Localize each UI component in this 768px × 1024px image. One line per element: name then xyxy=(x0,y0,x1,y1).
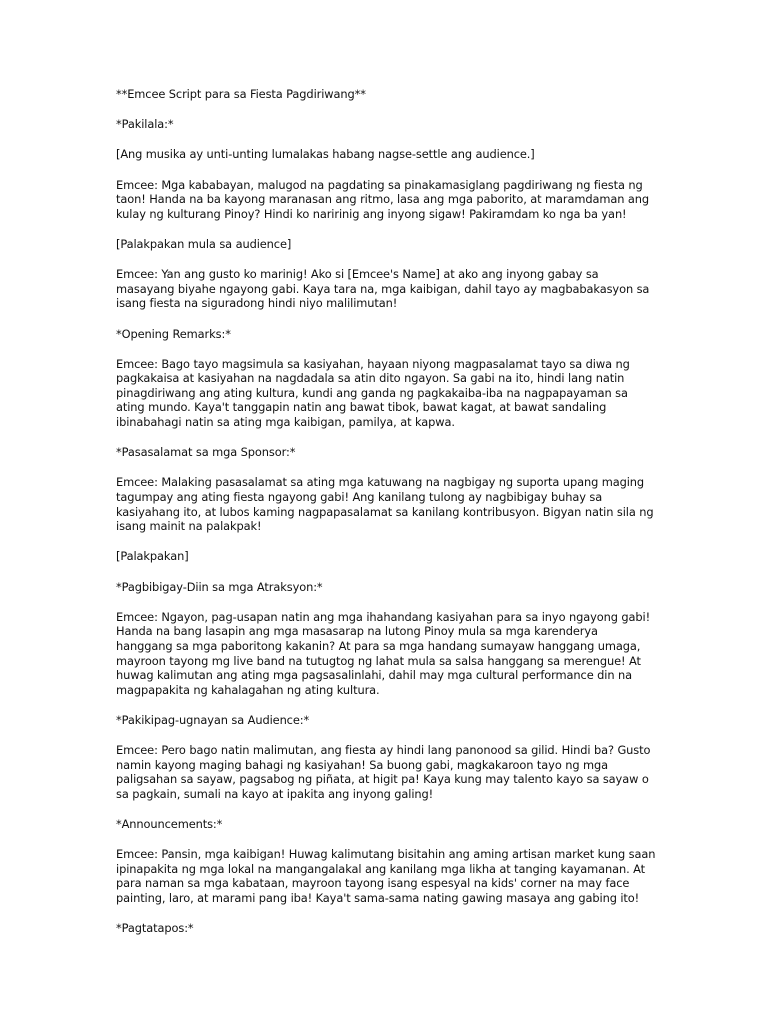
emcee-line: Emcee: Ngayon, pag-usapan natin ang mga ihahandang kasiyahan para sa inyo ngayong gabi! Handa na bang lasapin ang mga masasarap na lutong Pinoy mula sa mga karenderya hanggang sa mga paboritong kakanin? At para sa mga handang sumayaw hanggang umaga, mayroon tayong mg live band na tutugtog ng lahat mula sa salsa hanggang sa merengue! At huwag kalimutan ang ating mga pagsasalinlahi, dahil may mga cultural performance din na magpapakita ng kahalagahan ng ating kultura. xyxy=(116,609,651,697)
section-heading-pakilala: *Pakilala:* xyxy=(116,117,174,132)
script-title: **Emcee Script para sa Fiesta Pagdiriwang** xyxy=(116,87,366,101)
stage-direction: [Palakpakan] xyxy=(116,549,189,564)
section-heading-attractions: *Pagbibigay-Diin sa mga Atraksyon:* xyxy=(116,579,323,594)
emcee-line: Emcee: Pansin, mga kaibigan! Huwag kalimutang bisitahin ang aming artisan market kung saan ipinapakita ng mga lokal na mangangalakal ang kanilang mga likha at tanging kayamanan. At para naman sa mga kabataan, mayroon tayong isang espesyal na kids' corner na may face painting, laro, at marami pang iba! Kaya't sama-sama nating gawing masaya ang gabing ito! xyxy=(116,847,656,906)
section-heading-pagtatapos: *Pagtatapos:* xyxy=(116,921,194,936)
emcee-line: Emcee: Bago tayo magsimula sa kasiyahan, hayaan niyong magpasalamat tayo sa diwa ng pagkakaisa at kasiyahan na nagdadala sa atin dito ngayon. Sa gabi na ito, hindi lang natin pinagdiriwang ang ating kultura, kundi ang ganda ng pagkakaiba-iba na nagpapayaman sa ating mundo. Kaya't tanggapin natin ang bawat tibok, bawat kagat, at bawat sandaling ibinabahagi natin sa ating mga kaibigan, pamilya, at kapwa. xyxy=(116,356,630,430)
emcee-line: Emcee: Mga kababayan, malugod na pagdating sa pinakamasiglang pagdiriwang ng fiesta ng taon! Handa na ba kayong maranasan ang ritmo, lasa ang mga paborito, at maramdaman ang kulay ng kulturang Pinoy? Hindi ko naririnig ang inyong sigaw! Pakiramdam ko nga ba yan! xyxy=(116,177,650,221)
section-heading-opening-remarks: *Opening Remarks:* xyxy=(116,326,231,341)
section-heading-announcements: *Announcements:* xyxy=(116,817,223,832)
stage-direction: [Palakpakan mula sa audience] xyxy=(116,236,292,251)
stage-direction: [Ang musika ay unti-unting lumalakas habang nagse-settle ang audience.] xyxy=(116,147,535,162)
emcee-line: Emcee: Malaking pasasalamat sa ating mga katuwang na nagbigay ng suporta upang maging tagumpay ang ating fiesta ngayong gabi! Ang kanilang tulong ay nagbibigay buhay sa kasiyahang ito, at lubos kaming nagpapasalamat sa kanilang kontribusyon. Bigyan natin sila ng isang mainit na palakpak! xyxy=(116,475,654,534)
emcee-line: Emcee: Yan ang gusto ko marinig! Ako si [Emcee's Name] at ako ang inyong gabay sa masayang biyahe ngayong gabi. Kaya tara na, mga kaibigan, dahil tayo ay magbabakasyon sa isang fiesta na siguradong hindi niyo malilimutan! xyxy=(116,267,650,311)
document-body xyxy=(116,87,656,951)
section-heading-sponsors: *Pasasalamat sa mga Sponsor:* xyxy=(116,445,296,460)
emcee-line: Emcee: Pero bago natin malimutan, ang fiesta ay hindi lang panonood sa gilid. Hindi ba? Gusto namin kayong maging bahagi ng kasiyahan! Sa buong gabi, magkakaroon tayo ng mga paligsahan sa sayaw, pagsabog ng piñata, at higit pa! Kaya kung may talento kayo sa sayaw o sa pagkain, sumali na kayo at ipakita ang inyong galing! xyxy=(116,743,651,801)
section-heading-audience: *Pakikipag-ugnayan sa Audience:* xyxy=(116,712,310,727)
